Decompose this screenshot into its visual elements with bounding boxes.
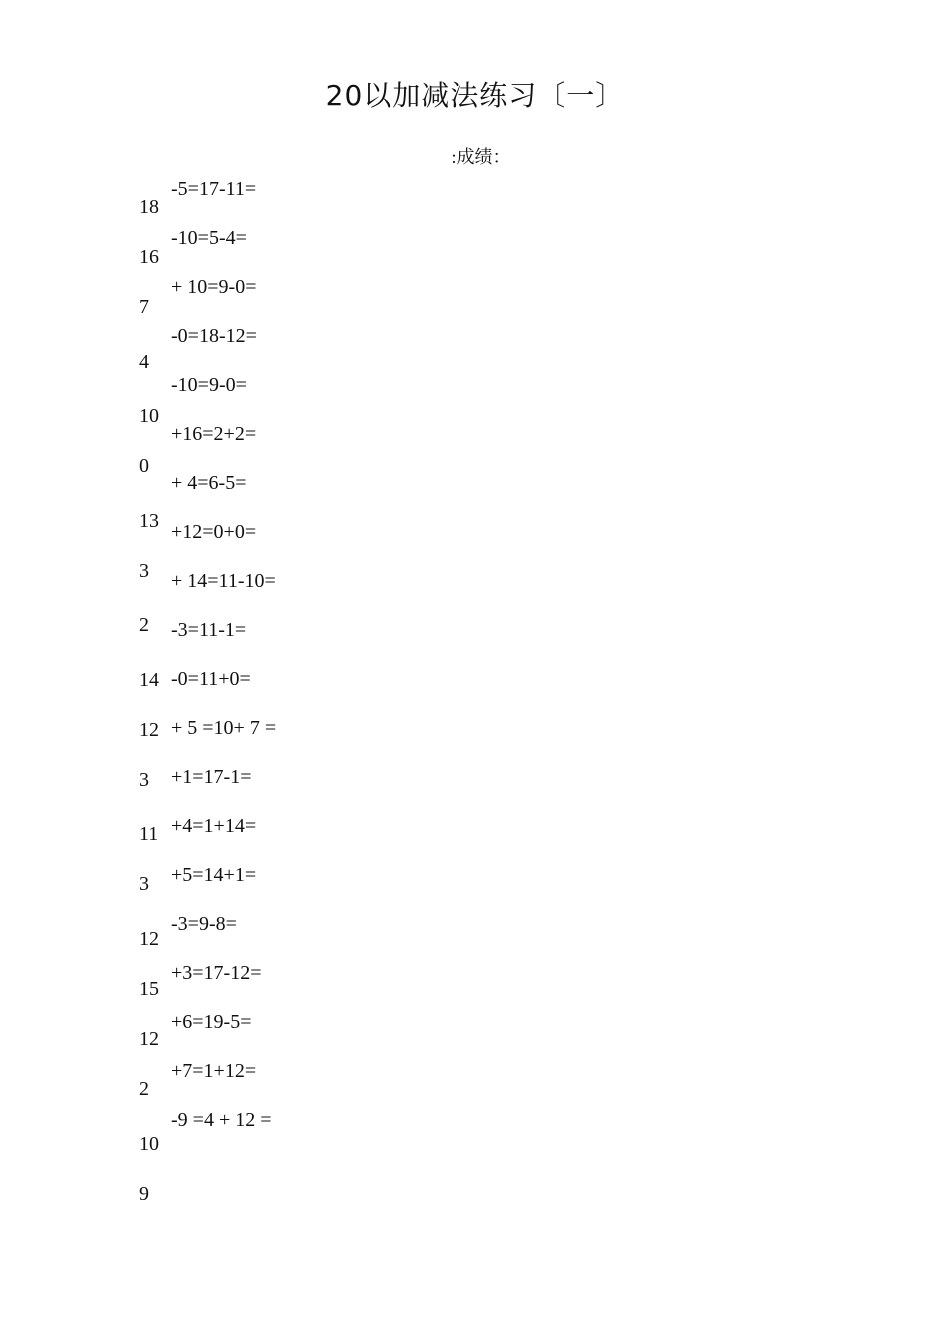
page-title: 20以加减法练习〔一〕	[325, 79, 625, 112]
equation-item: -0=11+0=	[171, 668, 251, 690]
score-label: :成绩：	[451, 147, 511, 167]
equation-item: -9 =4 + 12 =	[171, 1109, 272, 1131]
equation-item: + 4=6-5=	[171, 472, 247, 494]
equation-item: -0=18-12=	[171, 325, 257, 347]
number-item: 12	[139, 719, 159, 741]
number-item: 12	[139, 1028, 159, 1050]
number-item: 0	[139, 455, 149, 477]
number-item: 3	[139, 560, 149, 582]
number-item: 7	[139, 296, 149, 318]
number-item: 4	[139, 351, 149, 373]
equation-item: -3=9-8=	[171, 913, 237, 935]
equation-item: +4=1+14=	[171, 815, 257, 837]
equation-item: +5=14+1=	[171, 864, 257, 886]
number-item: 10	[139, 1133, 159, 1155]
equation-item: +6=19-5=	[171, 1011, 252, 1033]
number-item: 3	[139, 769, 149, 791]
number-item: 11	[139, 823, 159, 845]
number-item: 2	[139, 1078, 149, 1100]
equation-item: -3=11-1=	[171, 619, 247, 641]
equation-item: + 5 =10+ 7 =	[171, 717, 277, 739]
equation-item: +3=17-12=	[171, 962, 262, 984]
number-item: 14	[139, 669, 159, 691]
equation-item: +1=17-1=	[171, 766, 252, 788]
number-item: 12	[139, 928, 159, 950]
number-item: 15	[139, 978, 159, 1000]
equation-item: +7=1+12=	[171, 1060, 257, 1082]
number-item: 9	[139, 1183, 149, 1205]
number-item: 18	[139, 196, 159, 218]
equation-item: -5=17-11=	[171, 178, 257, 200]
equation-item: -10=5-4=	[171, 227, 247, 249]
number-item: 13	[139, 510, 159, 532]
equation-item: +12=0+0=	[171, 521, 257, 543]
equation-item: -10=9-0=	[171, 374, 247, 396]
number-item: 10	[139, 405, 159, 427]
number-item: 3	[139, 873, 149, 895]
equation-item: + 10=9-0=	[171, 276, 257, 298]
number-item: 16	[139, 246, 159, 268]
equation-item: +16=2+2=	[171, 423, 257, 445]
equation-item: + 14=11-10=	[171, 570, 276, 592]
number-item: 2	[139, 614, 149, 636]
